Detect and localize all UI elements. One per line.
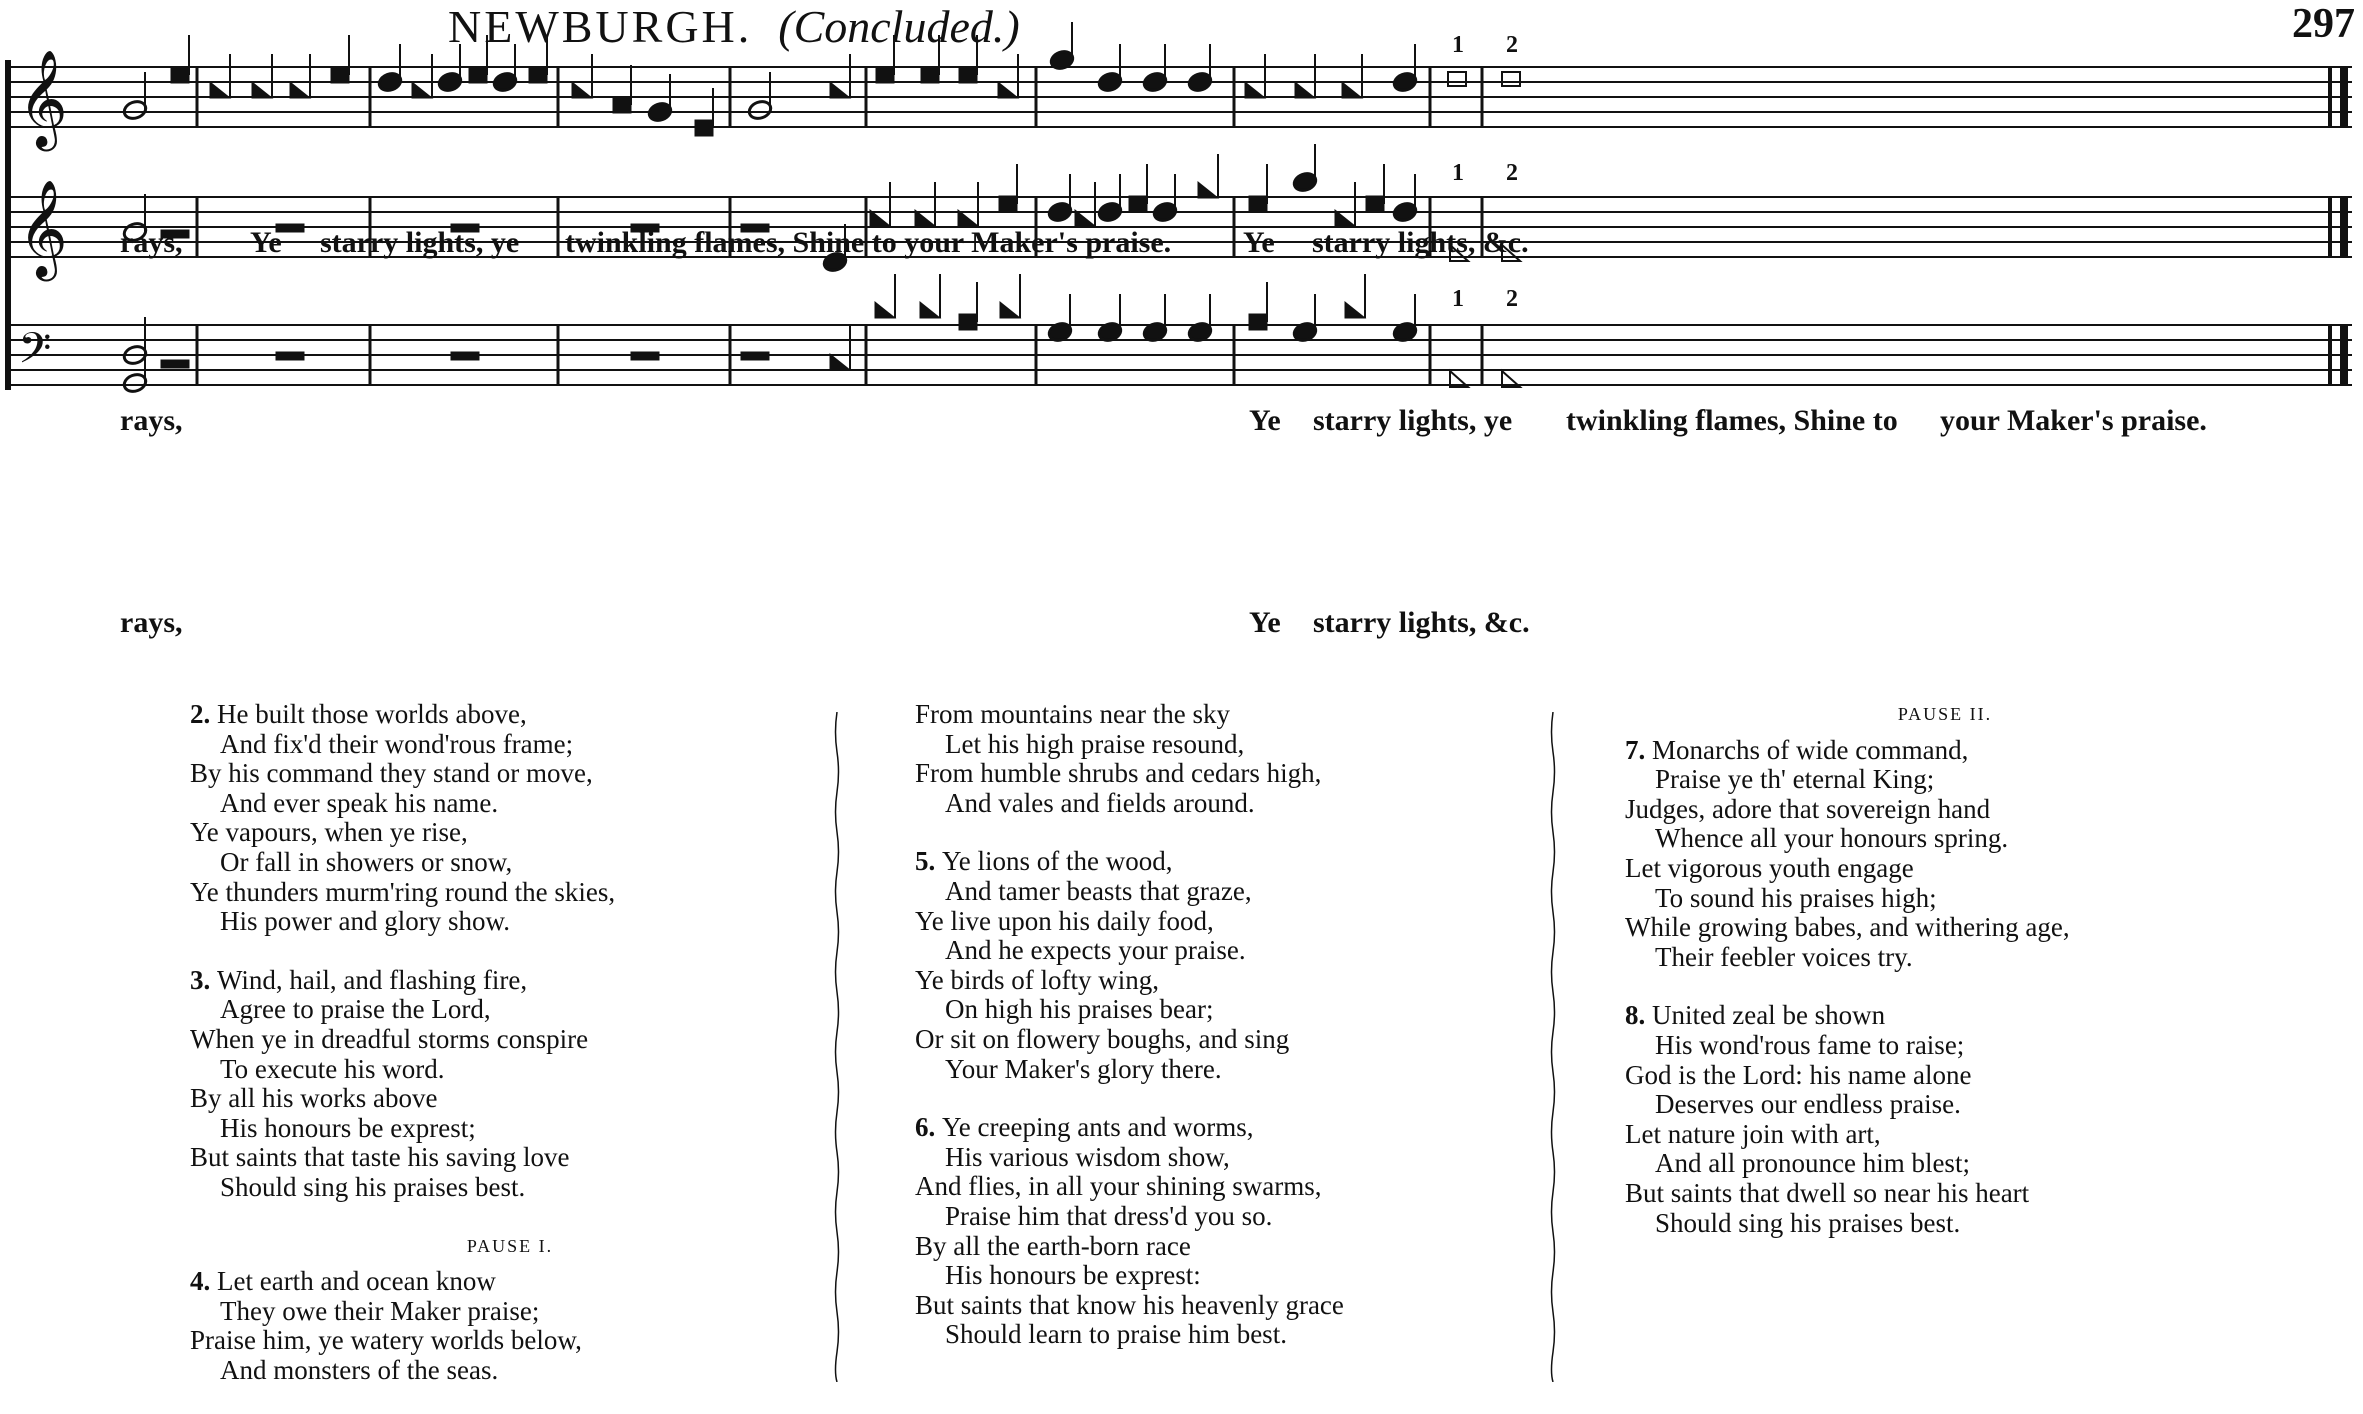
page-number: 297 [2292, 1, 2355, 47]
verse-line [1625, 1090, 2265, 1120]
verse-line [915, 907, 1555, 937]
triangle-note [830, 82, 850, 98]
verse-line [1625, 913, 2265, 943]
bass-clef-icon: 𝄢 [18, 324, 52, 384]
column-separator-right [1550, 712, 1556, 1382]
triangle-note [1342, 82, 1362, 98]
triangle-note [290, 82, 310, 98]
verse-line [915, 1113, 1555, 1143]
square-note [1249, 196, 1267, 212]
verse-text: Judges, adore that sovereign hand [1625, 793, 1991, 824]
verse-text: But saints that know his heavenly grace [915, 1289, 1344, 1320]
lyric-staff3-2: Ye [1249, 606, 1281, 639]
square-note [921, 67, 939, 83]
verse-line [1625, 1149, 2265, 1179]
verse-line [1625, 943, 2265, 973]
lyric-staff3-1: rays, [120, 606, 183, 639]
verse-number: 6. [915, 1112, 942, 1143]
rest [451, 352, 479, 360]
verse-line [915, 1232, 1555, 1262]
triangle-note [1000, 302, 1020, 318]
verse-line [915, 1055, 1555, 1085]
stanza [190, 1267, 830, 1385]
verse-line [190, 789, 830, 819]
verse-line [1625, 1001, 2265, 1031]
verse-text: To execute his word. [220, 1053, 445, 1084]
verse-text: Let his high praise resound, [945, 728, 1245, 759]
verse-text: Whence all your honours spring. [1655, 823, 2009, 854]
verse-text: Monarchs of wide command, [1652, 734, 1969, 765]
verse-line [190, 878, 830, 908]
verse-text: From humble shrubs and cedars high, [915, 758, 1322, 789]
triangle-note [920, 302, 940, 318]
verse-text: From mountains near the sky [915, 699, 1230, 729]
square-note [469, 67, 487, 83]
square-note [1249, 314, 1267, 330]
verse-line [915, 966, 1555, 996]
square-note [959, 67, 977, 83]
verse-text: Or sit on flowery boughs, and sing [915, 1023, 1290, 1054]
lyric-staff2-1: rays, [120, 404, 183, 437]
verse-text: Ye creeping ants and worms, [942, 1112, 1254, 1143]
stanza [190, 700, 830, 937]
square-note [529, 67, 547, 83]
verse-line [1625, 736, 2265, 766]
ending-markers [1452, 32, 1518, 312]
verse-text: Let vigorous youth engage [1625, 852, 1914, 883]
music-score [0, 0, 2363, 640]
ending-number: 1 [1452, 286, 1464, 312]
verse-text: God is the Lord: his name alone [1625, 1059, 1972, 1090]
verse-number: 5. [915, 846, 942, 877]
verse-text: Ye vapours, when ye rise, [190, 817, 468, 848]
square-note [876, 67, 894, 83]
verse-line [1625, 884, 2265, 914]
ending-number: 2 [1506, 286, 1518, 312]
stanza [915, 700, 1555, 818]
lyric-staff1-5: Ye [1243, 226, 1275, 259]
verse-line [915, 1320, 1555, 1350]
lyric-staff2-5: your Maker's praise. [1940, 404, 2207, 437]
verse-text: Praise him that dress'd you so. [945, 1200, 1273, 1231]
lyric-staff1-1: rays, [120, 226, 183, 259]
rest [631, 352, 659, 360]
triangle-note [572, 82, 592, 98]
lyric-staff2-4: twinkling flames, Shine to [1566, 404, 1898, 437]
verse-text: Ye live upon his daily food, [915, 905, 1214, 936]
verse-line [190, 818, 830, 848]
verse-text: By all his works above [190, 1083, 438, 1114]
lyric-staff1-6: starry lights, &c. [1312, 226, 1529, 259]
verse-text: His various wisdom show, [945, 1141, 1230, 1172]
stanza [190, 966, 830, 1203]
verse-line [915, 1202, 1555, 1232]
square-note [1129, 196, 1147, 212]
pause-heading: PAUSE I. [466, 1235, 554, 1256]
verse-line [1625, 1179, 2265, 1209]
verse-text: Ye lions of the wood, [942, 846, 1173, 877]
verse-line [190, 1084, 830, 1114]
stanza [1625, 1001, 2265, 1238]
verse-line [915, 1143, 1555, 1173]
verse-line [190, 730, 830, 760]
verse-line [190, 1143, 830, 1173]
verse-line [915, 847, 1555, 877]
verse-text: And tamer beasts that graze, [945, 875, 1252, 906]
lyric-staff3-3: starry lights, &c. [1313, 606, 1530, 639]
pause-heading: PAUSE II. [1897, 704, 1993, 724]
verse-line [190, 1356, 830, 1386]
tune-subtitle: (Concluded.) [778, 1, 1020, 52]
verse-line [915, 995, 1555, 1025]
verse-number: 4. [190, 1266, 217, 1297]
verse-text: Agree to praise the Lord, [220, 994, 491, 1025]
verse-line [1625, 1120, 2265, 1150]
notes [122, 22, 1520, 394]
verse-line [190, 995, 830, 1025]
verse-line [190, 1297, 830, 1327]
verse-number: 8. [1625, 1000, 1652, 1031]
verse-text: His honours be exprest: [945, 1260, 1201, 1291]
square-note [959, 314, 977, 330]
verse-text: When ye in dreadful storms conspire [190, 1023, 589, 1054]
square-note [613, 97, 631, 113]
verse-line [190, 759, 830, 789]
lyric-staff1-3: starry lights, ye [320, 226, 520, 259]
verse-text: Let earth and ocean know [217, 1266, 496, 1297]
verse-line [1625, 854, 2265, 884]
verse-text: Wind, hail, and flashing fire, [217, 964, 528, 995]
tune-name: NEWBURGH. [448, 1, 753, 52]
verse-text: Praise him, ye watery worlds below, [190, 1325, 582, 1356]
ending-number: 2 [1506, 160, 1518, 186]
square-note [999, 196, 1017, 212]
lyric-staff2-3: starry lights, ye [1313, 404, 1513, 437]
verse-line [915, 1172, 1555, 1202]
verse-text: Should sing his praises best. [1655, 1207, 1961, 1238]
verse-text: To sound his praises high; [1655, 882, 1937, 913]
verse-text: Should sing his praises best. [220, 1171, 526, 1202]
stanza [1625, 736, 2265, 973]
verse-text: By his command they stand or move, [190, 758, 593, 789]
square-note [695, 120, 713, 136]
verse-text: On high his praises bear; [945, 994, 1214, 1025]
verse-line [190, 1114, 830, 1144]
verse-number: 3. [190, 964, 217, 995]
triangle-note [1345, 302, 1365, 318]
verse-text: They owe their Maker praise; [220, 1295, 540, 1326]
verse-text: Let nature join with art, [1625, 1118, 1881, 1149]
verse-text: Ye birds of lofty wing, [915, 964, 1160, 995]
verse-text: And he expects your praise. [945, 935, 1246, 966]
treble-clef-icon: 𝄞 [18, 179, 68, 277]
verse-line [915, 1261, 1555, 1291]
verse-text: His honours be exprest; [220, 1112, 476, 1143]
verse-text: While growing babes, and withering age, [1625, 912, 2070, 943]
treble-clef-icon: 𝄞 [18, 49, 68, 147]
rest [741, 352, 769, 360]
rest [161, 360, 189, 368]
verse-text: And vales and fields around. [945, 787, 1255, 818]
triangle-note [210, 82, 230, 98]
verse-line [915, 730, 1555, 760]
verse-text: Or fall in showers or snow, [220, 846, 513, 877]
verse-text: Their feebler voices try. [1655, 941, 1913, 972]
stanza [915, 847, 1555, 1084]
verse-text: And fix'd their wond'rous frame; [220, 728, 574, 759]
verse-number: 7. [1625, 734, 1652, 765]
verse-text: He built those worlds above, [217, 699, 527, 729]
verse-line [190, 1025, 830, 1055]
triangle-note [998, 82, 1018, 98]
verse-line [190, 700, 830, 730]
verse-line [1625, 1061, 2265, 1091]
lyric-staff1-4: twinkling flames, Shine to your Maker's praise. [565, 226, 1172, 259]
verse-line [1625, 824, 2265, 854]
verse-line [915, 936, 1555, 966]
verse-text: By all the earth-born race [915, 1230, 1191, 1261]
verse-line [190, 1055, 830, 1085]
verse-line [915, 1025, 1555, 1055]
verse-line [1625, 795, 2265, 825]
verse-text: But saints that dwell so near his heart [1625, 1177, 2030, 1208]
verse-line [190, 1267, 830, 1297]
column-separator-left [834, 712, 840, 1382]
verse-line [1625, 1031, 2265, 1061]
ending-note [1448, 72, 1466, 86]
verse-column-right [1625, 700, 2265, 1267]
verse-line [915, 877, 1555, 907]
verse-line [190, 1326, 830, 1356]
ending-note [1502, 72, 1520, 86]
lyric-staff2-2: Ye [1249, 404, 1281, 437]
verse-line [915, 759, 1555, 789]
triangle-note [830, 354, 850, 370]
verse-line [190, 1173, 830, 1203]
verse-column-left [190, 700, 830, 1414]
square-note [1366, 196, 1384, 212]
triangle-note [1245, 82, 1265, 98]
rest [276, 352, 304, 360]
verse-line [1625, 765, 2265, 795]
triangle-note [875, 302, 895, 318]
ending-number: 1 [1452, 160, 1464, 186]
verse-text: Should learn to praise him best. [945, 1319, 1287, 1350]
hymn-verses [0, 700, 2363, 1390]
ending-number: 1 [1452, 32, 1464, 58]
square-note [171, 67, 189, 83]
verse-text: His power and glory show. [220, 906, 510, 937]
verse-text: And monsters of the seas. [220, 1354, 499, 1385]
verse-text: And flies, in all your shining swarms, [915, 1171, 1322, 1202]
verse-number: 2. [190, 699, 217, 729]
triangle-note [412, 82, 432, 98]
clefs [18, 49, 68, 384]
verse-text: His wond'rous fame to raise; [1655, 1029, 1965, 1060]
verse-text: But saints that taste his saving love [190, 1142, 570, 1173]
verse-line [915, 1291, 1555, 1321]
triangle-note [1295, 82, 1315, 98]
verse-line [1625, 1209, 2265, 1239]
verse-text: Praise ye th' eternal King; [1655, 764, 1935, 795]
staff-lines [8, 60, 2352, 390]
verse-text: And ever speak his name. [220, 787, 499, 818]
verse-column-middle [915, 700, 1555, 1379]
verse-text: Ye thunders murm'ring round the skies, [190, 876, 616, 907]
square-note [331, 67, 349, 83]
triangle-note [1198, 182, 1218, 198]
lyric-staff1-2: Ye [250, 226, 282, 259]
triangle-note [252, 82, 272, 98]
verse-line [190, 848, 830, 878]
verse-text: And all pronounce him blest; [1655, 1148, 1970, 1179]
verse-line [190, 907, 830, 937]
verse-line [915, 700, 1555, 730]
verse-text: Your Maker's glory there. [945, 1053, 1222, 1084]
stanza [915, 1113, 1555, 1350]
verse-text: Deserves our endless praise. [1655, 1089, 1961, 1120]
verse-line [190, 966, 830, 996]
verse-text: United zeal be shown [1652, 1000, 1886, 1031]
ending-number: 2 [1506, 32, 1518, 58]
verse-line [915, 789, 1555, 819]
